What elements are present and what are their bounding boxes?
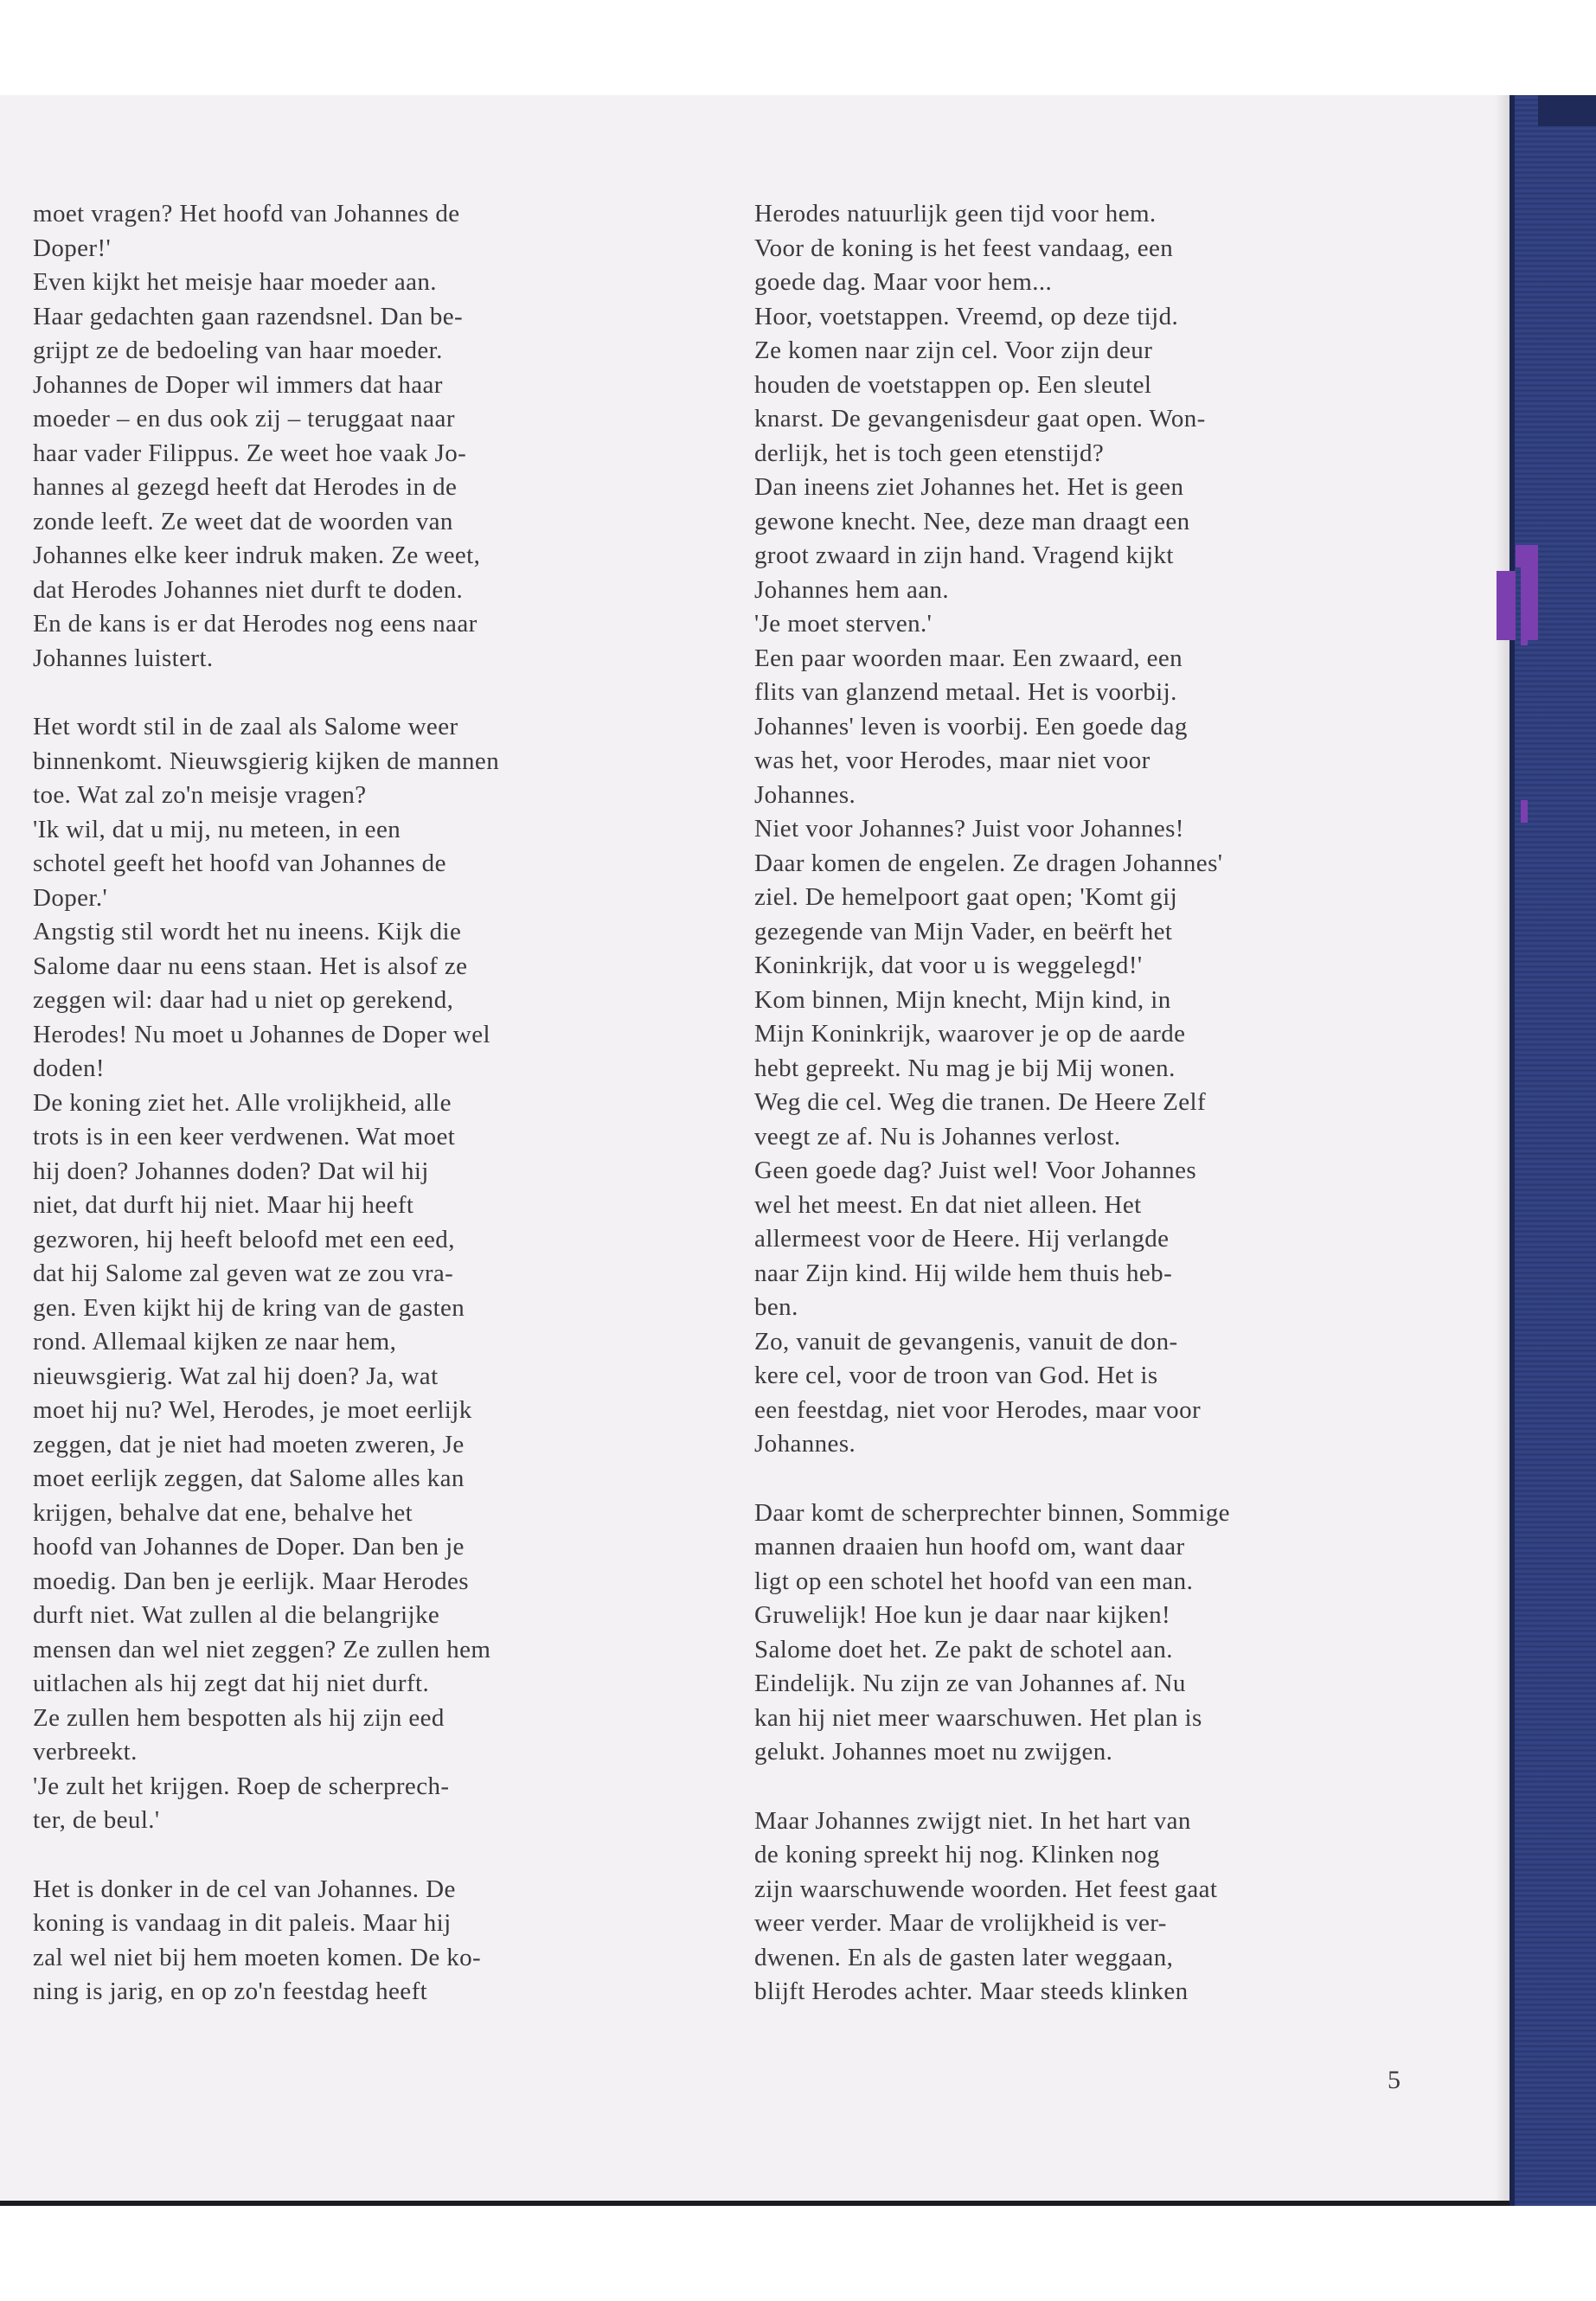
paragraph-gap [33,1838,690,1873]
text-line: 'Ik wil, dat u mij, nu meteen, in een [33,815,401,843]
text-line: zeggen wil: daar had u niet op gerekend, [33,986,454,1014]
purple-tab-marker [1497,571,1516,640]
text-line: niet, dat durft hij niet. Maar hij heeft [33,1191,414,1219]
text-line: Angstig stil wordt het nu ineens. Kijk die [33,918,462,945]
purple-tab-marker [1521,800,1528,823]
paragraph-gap [754,1462,1412,1497]
text-line: Maar Johannes zwijgt niet. In het hart van [754,1806,1191,1835]
text-line: Ze zullen hem bespotten als hij zijn eed [33,1703,445,1732]
text-line: blijft Herodes achter. Maar steeds klinken [754,1977,1189,2005]
text-line: dat hij Salome zal geven wat ze zou vra- [33,1259,454,1287]
text-line: Weg die cel. Weg die tranen. De Heere Zelf [754,1088,1207,1116]
text-line: goede dag. Maar voor hem... [754,268,1053,296]
text-line: dat Herodes Johannes niet durft te doden. [33,575,464,604]
text-line: Niet voor Johannes? Juist voor Johannes! [754,815,1184,843]
text-line: Johannes hem aan. [754,575,950,604]
text-line: Een paar woorden maar. Een zwaard, een [754,644,1183,672]
text-line: ben. [754,1293,798,1321]
text-line: was het, voor Herodes, maar niet voor [754,747,1151,774]
text-line: de koning spreekt hij nog. Klinken nog [754,1841,1160,1868]
text-line: mensen dan wel niet zeggen? Ze zullen hem [33,1635,491,1663]
text-line: moedig. Dan ben je eerlijk. Maar Herodes [33,1567,469,1595]
text-line: Johannes' leven is voorbij. Een goede dag [754,712,1188,740]
text-line: Herodes! Nu moet u Johannes de Doper wel [33,1020,490,1048]
text-line: toe. Wat zal zo'n meisje vragen? [33,781,367,809]
text-line: hannes al gezegd heeft dat Herodes in de [33,473,458,501]
text-line: flits van glanzend metaal. Het is voorbij. [754,678,1177,706]
binding-top-corner [1538,95,1596,126]
text-line: zeggen, dat je niet had moeten zweren, Je [33,1430,465,1458]
text-line: schotel geeft het hoofd van Johannes de [33,849,446,877]
text-line: moet eerlijk zeggen, dat Salome alles kan [33,1465,465,1492]
text-line: hebt gepreekt. Nu mag je bij Mij wonen. [754,1054,1176,1082]
purple-tab-marker [1521,625,1528,645]
text-line: Salome daar nu eens staan. Het is alsof ze [33,952,468,980]
text-line: zonde leeft. Ze weet dat de woorden van [33,507,453,535]
text-line: Het is donker in de cel van Johannes. De [33,1875,456,1903]
text-line: En de kans is er dat Herodes nog eens naar [33,610,478,638]
text-line: verbreekt. [33,1738,138,1766]
text-line: een feestdag, niet voor Herodes, maar voor [754,1395,1202,1424]
text-line: wel het meest. En dat niet alleen. Het [754,1190,1142,1219]
text-line: Ze komen naar zijn cel. Voor zijn deur [754,336,1153,364]
text-line: veegt ze af. Nu is Johannes verlost. [754,1122,1121,1150]
text-line: ter, de beul.' [33,1806,160,1834]
text-line: dwenen. En als de gasten later weggaan, [754,1943,1174,1971]
text-line: Johannes. [754,1430,856,1458]
text-line: uitlachen als hij zegt dat hij niet durft. [33,1670,430,1697]
text-line: doden! [33,1054,105,1082]
text-line: ligt op een schotel het hoofd van een man. [754,1567,1194,1595]
text-line: gen. Even kijkt hij de kring van de gasten [33,1293,465,1322]
text-line: weer verder. Maar de vrolijkheid is ver- [754,1909,1167,1937]
text-line: Koninkrijk, dat voor u is weggelegd!' [754,952,1143,979]
text-line: Haar gedachten gaan razendsnel. Dan be- [33,302,464,330]
text-line: Doper.' [33,883,108,912]
text-line: Herodes natuurlijk geen tijd voor hem. [754,200,1157,228]
text-column-left [33,197,690,2009]
text-line: Gruwelijk! Hoe kun je daar naar kijken! [754,1601,1171,1629]
text-line: gezworen, hij heeft beloofd met een eed, [33,1225,455,1253]
text-line: ning is jarig, en op zo'n feestdag heeft [33,1977,428,2005]
text-line: naar Zijn kind. Hij wilde hem thuis heb- [754,1259,1173,1287]
text-line: Voor de koning is het feest vandaag, een [754,234,1174,262]
text-line: 'Je moet sterven.' [754,610,933,638]
text-line: Johannes de Doper wil immers dat haar [33,370,443,399]
text-line: moet hij nu? Wel, Herodes, je moet eerlijk [33,1396,472,1424]
scan-background-bottom [0,2206,1596,2301]
text-line: trots is in een keer verdwenen. Wat moet [33,1123,456,1150]
text-line: hij doen? Johannes doden? Dat wil hij [33,1157,429,1185]
paragraph-gap [33,676,690,710]
text-line: kere cel, voor de troon van God. Het is [754,1362,1158,1389]
text-line: Kom binnen, Mijn knecht, Mijn kind, in [754,985,1171,1014]
text-line: Eindelijk. Nu zijn ze van Johannes af. Nu [754,1670,1186,1697]
text-line: Zo, vanuit de gevangenis, vanuit de don- [754,1327,1178,1356]
text-line: groot zwaard in zijn hand. Vragend kijkt [754,542,1174,569]
text-line: derlijk, het is toch geen etenstijd? [754,439,1105,467]
page-gutter-shadow [1495,95,1509,2206]
book-binding [1509,95,1596,2206]
paragraph-gap [754,1770,1412,1804]
text-line: Daar komen de engelen. Ze dragen Johannes' [754,849,1223,877]
text-line: Dan ineens ziet Johannes het. Het is geen [754,473,1184,501]
text-line: ziel. De hemelpoort gaat open; 'Komt gij [754,883,1178,911]
text-line: rond. Allemaal kijken ze naar hem, [33,1328,397,1356]
text-line: krijgen, behalve dat ene, behalve het [33,1498,413,1527]
text-line: gelukt. Johannes moet nu zwijgen. [754,1738,1113,1766]
text-line: 'Je zult het krijgen. Roep de scherprech- [33,1772,450,1800]
text-line: binnenkomt. Nieuwsgierig kijken de mannen [33,747,500,775]
text-line: moet vragen? Het hoofd van Johannes de [33,200,460,228]
text-line: allermeest voor de Heere. Hij verlangde [754,1225,1170,1253]
text-line: gewone knecht. Nee, deze man draagt een [754,507,1190,535]
binding-edge [1509,95,1515,2206]
text-line: zal wel niet bij hem moeten komen. De ko- [33,1943,482,1971]
text-line: houden de voetstappen op. Een sleutel [754,370,1152,399]
text-line: mannen draaien hun hoofd om, want daar [754,1533,1185,1561]
text-line: nieuwsgierig. Wat zal hij doen? Ja, wat [33,1362,439,1390]
text-line: grijpt ze de bedoeling van haar moeder. [33,336,443,364]
text-line: Daar komt de scherprechter binnen, Sommige [754,1498,1230,1527]
text-line: Even kijkt het meisje haar moeder aan. [33,268,437,296]
text-line: Salome doet het. Ze pakt de schotel aan. [754,1635,1173,1663]
text-line: hoofd van Johannes de Doper. Dan ben je [33,1533,465,1561]
text-line: durft niet. Wat zullen al die belangrijke [33,1601,440,1629]
text-line: Johannes elke keer indruk maken. Ze weet, [33,542,481,569]
page-number: 5 [1388,2066,1401,2094]
text-line: Johannes luistert. [33,644,214,672]
text-line: haar vader Filippus. Ze weet hoe vaak Jo- [33,439,467,467]
text-line: Doper!' [33,234,112,262]
text-line: Hoor, voetstappen. Vreemd, op deze tijd. [754,302,1179,330]
text-line: moeder – en dus ook zij – teruggaat naar [33,405,455,433]
text-line: zijn waarschuwende woorden. Het feest gaat [754,1875,1218,1903]
text-line: koning is vandaag in dit paleis. Maar hij [33,1909,452,1937]
text-line: Mijn Koninkrijk, waarover je op de aarde [754,1020,1186,1048]
text-line: kan hij niet meer waarschuwen. Het plan is [754,1703,1202,1732]
text-line: Het wordt stil in de zaal als Salome weer [33,713,458,740]
text-line: knarst. De gevangenisdeur gaat open. Won- [754,405,1206,433]
text-column-right [754,197,1412,2009]
text-line: De koning ziet het. Alle vrolijkheid, alle [33,1088,452,1117]
text-line: gezegende van Mijn Vader, en beërft het [754,917,1173,945]
scan-background-top [0,0,1596,95]
text-line: Geen goede dag? Juist wel! Voor Johannes [754,1157,1197,1184]
text-line: Johannes. [754,780,856,809]
